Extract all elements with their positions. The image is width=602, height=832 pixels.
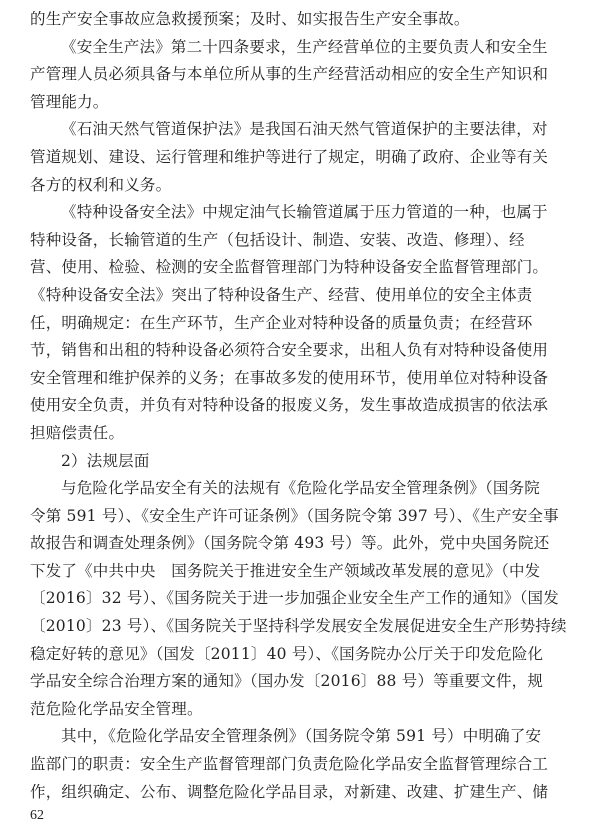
text-line: 管理能力。 [30, 92, 109, 111]
text-line: 安全管理和维护保养的义务；在事故多发的使用环节，使用单位对特种设备 [30, 368, 549, 387]
text-line: 特种设备，长输管道的生产（包括设计、制造、安装、改造、修理）、经 [30, 230, 525, 249]
section-heading: 2）法规层面 [61, 451, 150, 470]
text-line: 〔2016〕32 号）、《国务院关于进一步加强企业安全生产工作的通知》（国发 [30, 589, 559, 608]
text-line: 学品安全综合治理方案的通知》（国办发〔2016〕88 号）等重要文件，规 [30, 672, 544, 691]
paragraph-start-line: 与危险化学品安全有关的法规有《危险化学品安全管理条例》（国务院 [61, 479, 540, 498]
text-line: 产管理人员必须具备与本单位所从事的生产经营活动相应的安全生产知识和 [30, 65, 549, 84]
text-line: 监部门的职责：安全生产监督管理部门负责危险化学品安全监督管理综合工 [30, 755, 549, 774]
paragraph-start-line: 《安全生产法》第二十四条要求，生产经营单位的主要负责人和安全生 [61, 37, 548, 56]
text-line: 管道规划、建设、运行管理和维护等进行了规定，明确了政府、企业等有关 [30, 147, 549, 166]
text-line: 稳定好转的意见》（国发〔2011〕40 号）、《国务院办公厅关于印发危险化 [30, 644, 544, 663]
text-line: 担赔偿责任。 [30, 423, 125, 442]
text-line: 各方的权利和义务。 [30, 175, 172, 194]
text-line: 《特种设备安全法》突出了特种设备生产、经营、使用单位的安全主体责 [30, 285, 533, 304]
paragraph-start-line: 《石油天然气管道保护法》是我国石油天然气管道保护的主要法律，对 [61, 120, 548, 139]
text-line: 下发了《中共中央 国务院关于推进安全生产领域改革发展的意见》（中发 [30, 561, 541, 580]
text-line: 使用安全负责，并负有对特种设备的报废义务，发生事故造成损害的依法承 [30, 396, 549, 415]
text-line: 营、使用、检验、检测的安全监督管理部门为特种设备安全监督管理部门。 [30, 258, 549, 277]
text-line: 任，明确规定：在生产环节，生产企业对特种设备的质量负责；在经营环 [30, 313, 533, 332]
paragraph-start-line: 《特种设备安全法》中规定油气长输管道属于压力管道的一种，也属于 [61, 203, 548, 222]
text-line: 令第 591 号）、《安全生产许可证条例》（国务院令第 397 号）、《生产安全事 [30, 506, 559, 525]
page-number: 62 [30, 808, 44, 823]
text-line: 范危险化学品安全管理。 [30, 699, 203, 718]
paragraph-start-line: 其中，《危险化学品安全管理条例》（国务院令第 591 号）中明确了安 [61, 727, 542, 746]
text-line: 作，组织确定、公布、调整危险化学品目录，对新建、改建、扩建生产、储 [30, 782, 549, 801]
text-line: 〔2010〕23 号）、《国务院关于坚持科学发展安全发展促进安全生产形势持续 [30, 617, 567, 636]
text-line: 故报告和调查处理条例》（国务院令第 493 号）等。此外，党中央国务院还 [30, 534, 550, 553]
text-line: 的生产安全事故应急救援预案；及时、如实报告生产安全事故。 [30, 10, 470, 28]
text-line: 节，销售和出租的特种设备必须符合安全要求，出租人负有对特种设备使用 [30, 341, 549, 360]
